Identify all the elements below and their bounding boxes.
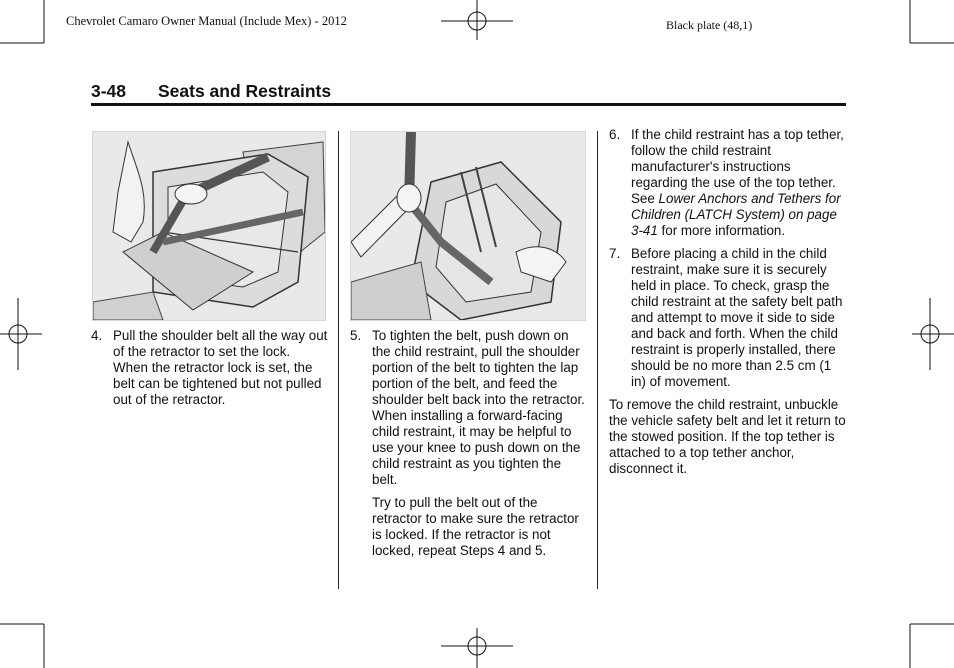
step-5 [350,328,590,488]
step-text: for more information. [657,223,786,238]
step-6 [609,127,846,239]
step-text: Pull the shoulder belt all the way out of the retractor to set the lock. When the retractor lock is set, the belt can be tightened but not pulled out of the retractor. [113,328,328,407]
step-text: To tighten the belt, push down on the child restraint, pull the shoulder portion of the belt to tighten the lap portion of the belt, and feed the shoulder belt back into the retractor. When installing a forward-facing child restraint, it may be helpful to use your knee to push down on the child restraint as you tighten the belt. [372,328,585,487]
column-divider [338,131,339,589]
step-number: 6. [609,127,621,142]
column-3-text [609,127,846,484]
plate-label: Black plate (48,1) [666,18,753,32]
step-text: If the child restraint has a top tether, follow the child restraint manufacturer's instructions regarding the use of the top tether. See [631,127,844,206]
manual-title: Chevrolet Camaro Owner Manual (Include Mex) - 2012 [66,14,347,28]
latch-cross-reference[interactable]: Lower Anchors and Tethers for Children (LATCH System) on page 3-41 [631,191,841,238]
step-number: 7. [609,246,621,261]
section-heading [91,81,846,106]
closing-paragraph: To remove the child restraint, unbuckle the vehicle safety belt and let it return to the stowed position. If the top tether is attached to a top tether anchor, disconnect it. [609,397,846,476]
step-7 [609,246,846,390]
tighten-belt-illustration [350,131,586,321]
step-5-followup: Try to pull the belt out of the retractor to make sure the retractor is locked. If the retractor is not locked, repeat Steps 4 and 5. [372,495,579,558]
column-1-text [91,328,328,415]
retractor-lock-illustration [92,131,326,321]
step-number: 4. [91,328,103,343]
step-number: 5. [350,328,362,343]
page-number: 3-48 [91,81,127,101]
section-title: Seats and Restraints [158,81,332,101]
column-2-text [350,328,590,566]
step-text: Before placing a child in the child restraint, make sure it is securely held in place. To check, grasp the child restraint at the safety belt path and attempt to move it side to side and back and forth. When the child restraint is properly installed, there should be no more than 2.5 cm (1 in) of movement. [631,246,843,389]
column-divider [597,131,598,589]
step-4 [91,328,328,408]
